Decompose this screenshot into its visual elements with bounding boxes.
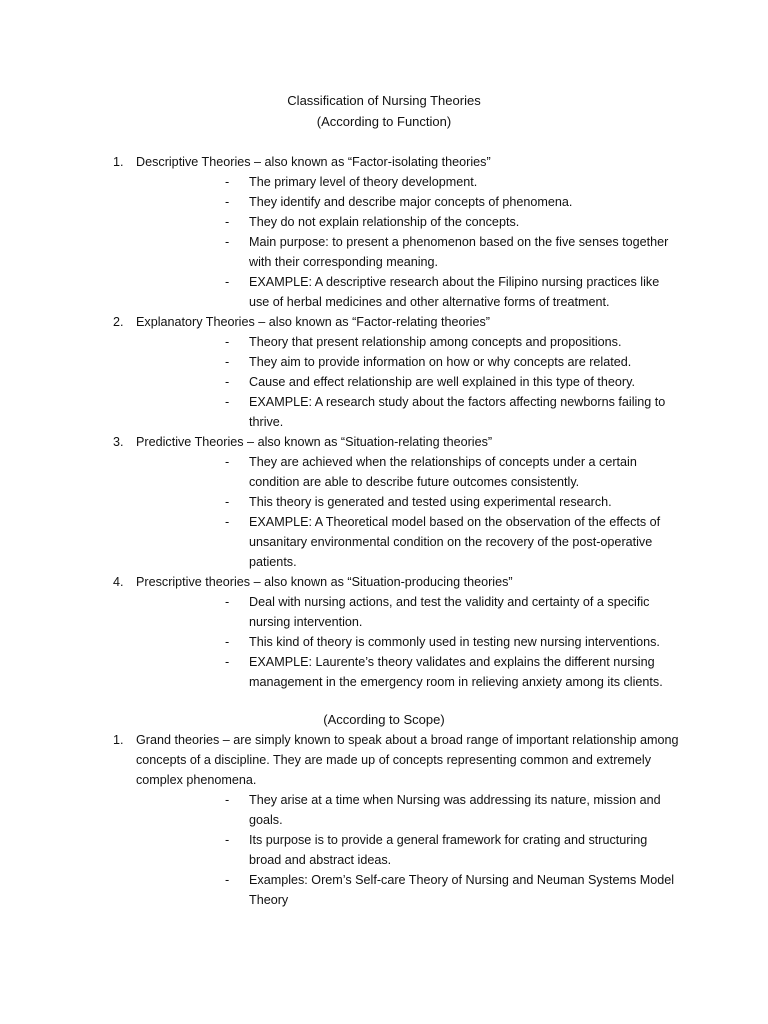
item-number: 2. bbox=[113, 315, 124, 329]
dash-marker: - bbox=[225, 495, 230, 509]
bullet-item bbox=[0, 512, 768, 572]
numbered-item bbox=[0, 152, 768, 312]
dash-marker: - bbox=[225, 235, 230, 249]
scope-list bbox=[0, 730, 768, 910]
dash-marker: - bbox=[225, 175, 230, 189]
bullet-text: They arise at a time when Nursing was addressing its nature, mission and goals. bbox=[249, 793, 661, 827]
item-number: 3. bbox=[113, 435, 124, 449]
bullet-item bbox=[0, 452, 768, 492]
bullet-item bbox=[0, 332, 768, 352]
function-list bbox=[0, 152, 768, 692]
bullet-text: Its purpose is to provide a general framework for crating and structuring broad and abstract ideas. bbox=[249, 833, 648, 867]
bullet-text: Deal with nursing actions, and test the validity and certainty of a specific nursing intervention. bbox=[249, 595, 650, 629]
dash-marker: - bbox=[225, 275, 230, 289]
item-heading: Predictive Theories – also known as “Situation-relating theories” bbox=[136, 435, 493, 449]
dash-marker: - bbox=[225, 873, 230, 887]
document-subtitle: (According to Function) bbox=[316, 114, 452, 129]
dash-marker: - bbox=[225, 515, 230, 529]
numbered-item bbox=[0, 572, 768, 692]
bullet-text: Examples: Orem’s Self-care Theory of Nursing and Neuman Systems Model Theory bbox=[249, 873, 675, 907]
bullet-text: EXAMPLE: A research study about the factors affecting newborns failing to thrive. bbox=[249, 395, 666, 429]
bullet-text: Main purpose: to present a phenomenon based on the five senses together with their corresponding meaning. bbox=[249, 235, 669, 269]
bullet-item bbox=[0, 592, 768, 632]
bullet-list bbox=[0, 592, 768, 692]
bullet-text: EXAMPLE: A descriptive research about the Filipino nursing practices like use of herbal medicines and other alternative forms of treatment. bbox=[249, 275, 660, 309]
bullet-item bbox=[0, 372, 768, 392]
dash-marker: - bbox=[225, 655, 230, 669]
dash-marker: - bbox=[225, 355, 230, 369]
bullet-item bbox=[0, 870, 768, 910]
bullet-item bbox=[0, 790, 768, 830]
bullet-item bbox=[0, 172, 768, 192]
dash-marker: - bbox=[225, 455, 230, 469]
bullet-text: This kind of theory is commonly used in testing new nursing interventions. bbox=[249, 635, 660, 649]
item-heading: Descriptive Theories – also known as “Factor-isolating theories” bbox=[136, 155, 491, 169]
item-number: 4. bbox=[113, 575, 124, 589]
bullet-item bbox=[0, 352, 768, 372]
bullet-text: EXAMPLE: Laurente’s theory validates and explains the different nursing management in the emergency room in relieving anxiety among its clients. bbox=[249, 655, 663, 689]
bullet-item bbox=[0, 632, 768, 652]
bullet-item bbox=[0, 830, 768, 870]
numbered-item bbox=[0, 432, 768, 572]
item-heading: Explanatory Theories – also known as “Factor-relating theories” bbox=[136, 315, 490, 329]
item-number: 1. bbox=[113, 155, 124, 169]
item-heading: Grand theories – are simply known to speak about a broad range of important relationship among concepts of a discipline. They are made up of concepts representing common and extremely complex phenomena. bbox=[136, 733, 679, 787]
dash-marker: - bbox=[225, 395, 230, 409]
bullet-text: EXAMPLE: A Theoretical model based on the observation of the effects of unsanitary environmental condition on the recovery of the post-operative patients. bbox=[249, 515, 661, 569]
bullet-list bbox=[0, 172, 768, 312]
bullet-item bbox=[0, 392, 768, 432]
bullet-text: Theory that present relationship among concepts and propositions. bbox=[249, 335, 622, 349]
scope-section-title: (According to Scope) bbox=[323, 712, 445, 727]
dash-marker: - bbox=[225, 595, 230, 609]
bullet-list bbox=[0, 452, 768, 572]
bullet-text: Cause and effect relationship are well explained in this type of theory. bbox=[249, 375, 635, 389]
item-heading: Prescriptive theories – also known as “Situation-producing theories” bbox=[136, 575, 513, 589]
dash-marker: - bbox=[225, 635, 230, 649]
bullet-text: This theory is generated and tested using experimental research. bbox=[249, 495, 612, 509]
dash-marker: - bbox=[225, 215, 230, 229]
bullet-list bbox=[0, 790, 768, 910]
bullet-item bbox=[0, 492, 768, 512]
dash-marker: - bbox=[225, 195, 230, 209]
bullet-text: They aim to provide information on how or why concepts are related. bbox=[249, 355, 632, 369]
bullet-item bbox=[0, 212, 768, 232]
bullet-text: They do not explain relationship of the concepts. bbox=[249, 215, 520, 229]
numbered-item bbox=[0, 312, 768, 432]
bullet-item bbox=[0, 652, 768, 692]
dash-marker: - bbox=[225, 375, 230, 389]
bullet-text: They identify and describe major concepts of phenomena. bbox=[249, 195, 573, 209]
title-block bbox=[0, 90, 768, 132]
dash-marker: - bbox=[225, 793, 230, 807]
bullet-item bbox=[0, 272, 768, 312]
bullet-item bbox=[0, 192, 768, 212]
dash-marker: - bbox=[225, 335, 230, 349]
bullet-list bbox=[0, 332, 768, 432]
document-title: Classification of Nursing Theories bbox=[287, 93, 481, 108]
numbered-item bbox=[0, 730, 768, 910]
dash-marker: - bbox=[225, 833, 230, 847]
item-number: 1. bbox=[113, 733, 124, 747]
bullet-item bbox=[0, 232, 768, 272]
bullet-text: They are achieved when the relationships of concepts under a certain condition are able to describe future outcomes consistently. bbox=[249, 455, 637, 489]
bullet-text: The primary level of theory development. bbox=[249, 175, 478, 189]
